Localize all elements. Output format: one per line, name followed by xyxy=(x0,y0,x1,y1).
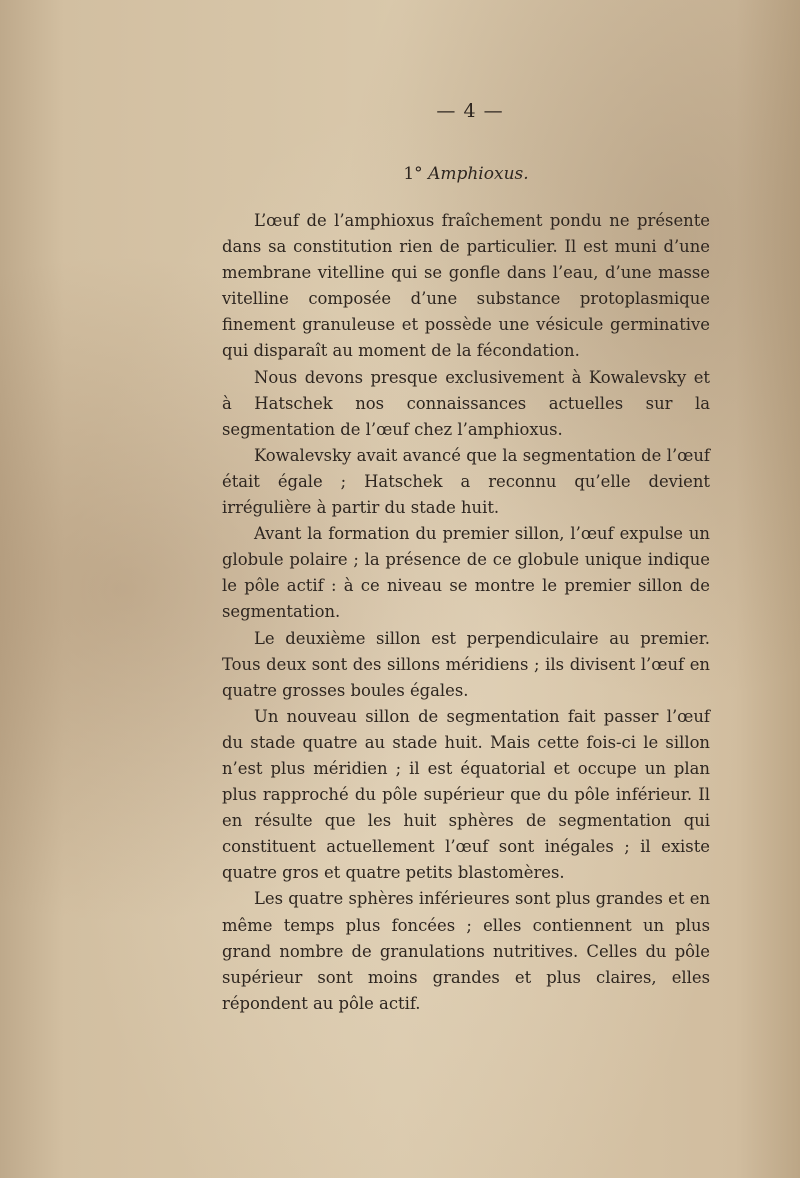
paragraph-1: L’œuf de l’amphioxus fraîchement pondu ne présente dans sa constitution rien de particulier. Il est muni d’une membrane vitelline qui se gonfle dans l’eau, d’une masse vitelline composée d’une substance protoplasmique finement granuleuse et possède une vésicule germinative qui disparaît au moment de la fécondation. xyxy=(222,211,710,361)
paragraph-5: Le deuxième sillon est perpendiculaire au premier. Tous deux sont des sillons méridiens ; ils divisent l’œuf en quatre grosses boules égales. xyxy=(222,628,710,700)
paragraph-4: Avant la formation du premier sillon, l’œuf expulse un globule polaire ; la présence de ce globule unique indique le pôle actif : à ce niveau se montre le premier sillon de segmentation. xyxy=(222,524,710,622)
paragraph-7: Les quatre sphères inférieures sont plus grandes et en même temps plus foncées ; elles contiennent un plus grand nombre de granulations nutritives. Celles du pôle supérieur sont moins grandes et plus claires, elles répondent au pôle actif. xyxy=(222,889,710,1013)
paragraph-6: Un nouveau sillon de segmentation fait passer l’œuf du stade quatre au stade huit. Mais cette fois-ci le sillon n’est plus méridien ; il est équatorial et occupe un plan plus rapproché du pôle supérieur que du pôle inférieur. Il en résulte que les huit sphères de segmentation qui constituent actuellement l’œuf sont inégales ; il existe quatre gros et quatre petits blastomères. xyxy=(222,706,710,883)
section-number: 1° xyxy=(403,164,423,184)
text-block xyxy=(222,100,710,1017)
paragraph-2: Nous devons presque exclusivement à Kowalevsky et à Hatschek nos connaissances actuelles sur la segmentation de l’œuf chez l’amphioxus. xyxy=(222,367,710,439)
section-heading xyxy=(222,164,710,184)
section-title: Amphioxus. xyxy=(428,164,529,184)
paragraph-3: Kowalevsky avait avancé que la segmentation de l’œuf était égale ; Hatschek a reconnu qu’elle devient irrégulière à partir du stade huit. xyxy=(222,445,710,518)
page-number: — 4 — xyxy=(436,100,504,122)
